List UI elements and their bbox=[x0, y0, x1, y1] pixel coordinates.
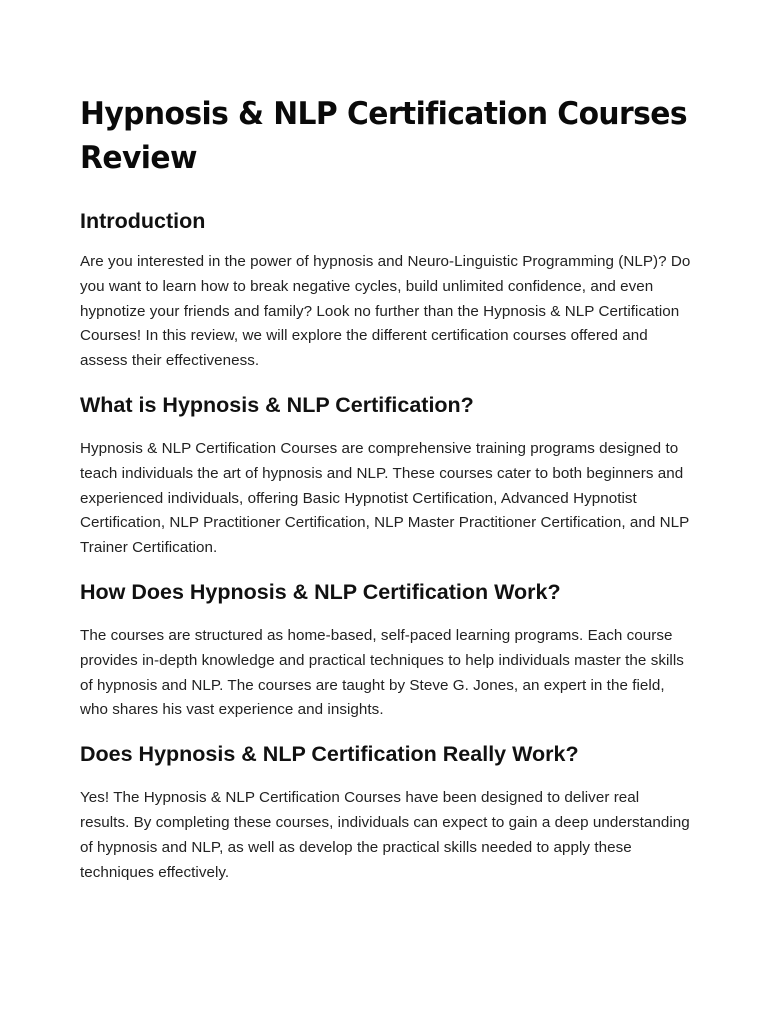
section-body-what-is: Hypnosis & NLP Certification Courses are comprehensive training programs designed to teach individuals the art of hypnosis and NLP. These courses cater to both beginners and experienced individuals, offering Basic Hypnotist Certification, Advanced Hypnotist Certification, NLP Practitioner Certification, NLP Master Practitioner Certification, and NLP Trainer Certification. bbox=[80, 439, 690, 557]
section-body-does-it-work: Yes! The Hypnosis & NLP Certification Courses have been designed to deliver real results. By completing these courses, individuals can expect to gain a deep understanding of hypnosis and NLP, as well as develop the practical skills needed to apply these techniques effectively. bbox=[80, 789, 690, 881]
section-heading-how-it-works: How Does Hypnosis & NLP Certification Work? bbox=[80, 579, 561, 604]
section-heading-does-it-work: Does Hypnosis & NLP Certification Really Work? bbox=[80, 742, 579, 767]
document-title: Hypnosis & NLP Certification Courses Review bbox=[80, 96, 688, 176]
section-how-it-works bbox=[80, 578, 692, 723]
section-body-introduction: Are you interested in the power of hypnosis and Neuro-Linguistic Programming (NLP)? Do you want to learn how to break negative cycles, build unlimited confidence, and even hypnotize your friends and family? Look no further than the Hypnosis & NLP Certification Courses! In this review, we will explore the different certification courses offered and assess their effectiveness. bbox=[80, 253, 691, 370]
section-heading-introduction: Introduction bbox=[80, 209, 206, 233]
section-what-is bbox=[80, 391, 692, 561]
section-does-it-work bbox=[80, 740, 692, 885]
section-introduction bbox=[80, 207, 692, 374]
section-heading-what-is: What is Hypnosis & NLP Certification? bbox=[80, 392, 474, 417]
document-page bbox=[80, 92, 692, 885]
section-body-how-it-works: The courses are structured as home-based, self-paced learning programs. Each course provides in-depth knowledge and practical techniques to help individuals master the skills of hypnosis and NLP. The courses are taught by Steve G. Jones, an expert in the field, who shares his vast experience and insights. bbox=[80, 626, 684, 719]
